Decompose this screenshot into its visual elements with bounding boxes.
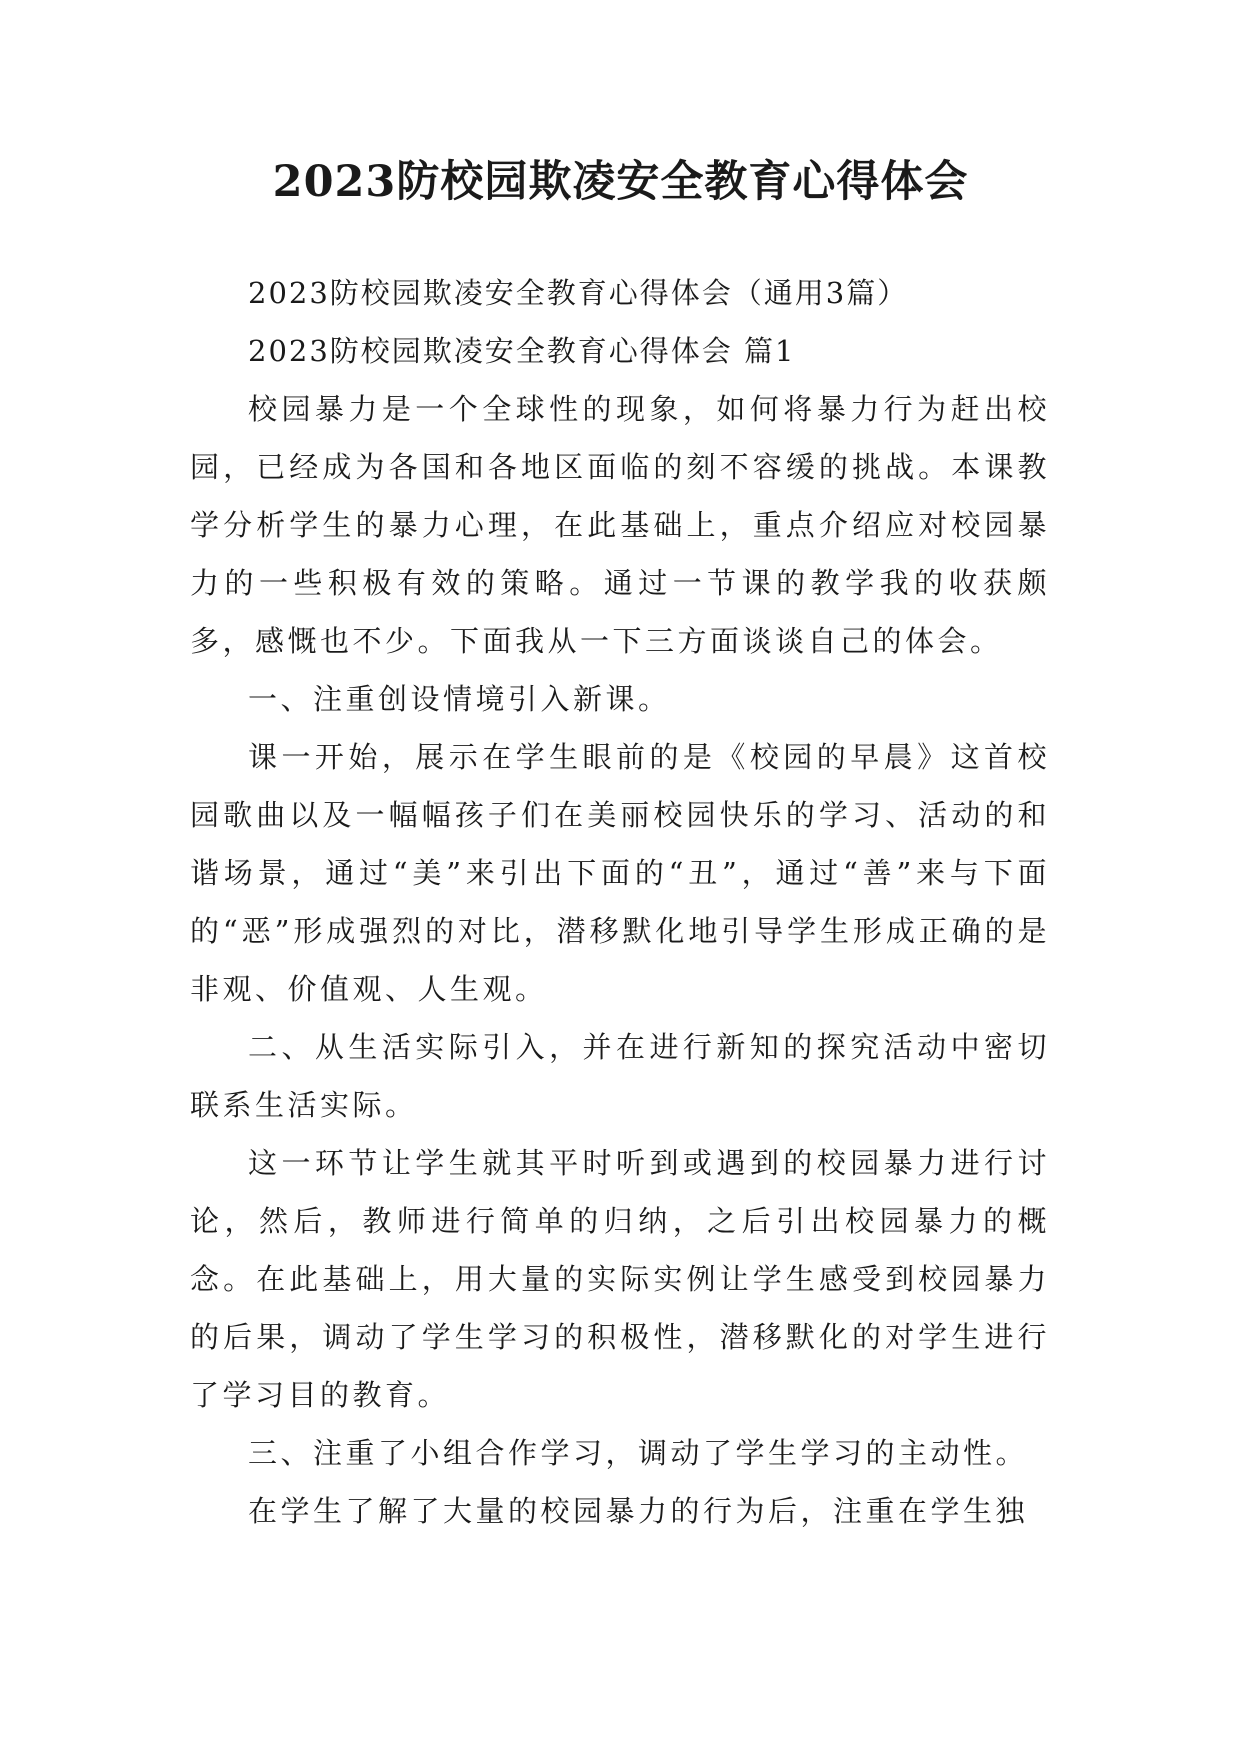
point-heading: 一、注重创设情境引入新课。 <box>248 682 671 716</box>
section-heading: 2023防校园欺凌安全教育心得体会 篇1 <box>248 334 796 368</box>
point-heading: 三、注重了小组合作学习，调动了学生学习的主动性。 <box>248 1436 1029 1470</box>
point-heading: 二、从生活实际引入，并在进行新知的探究活动中密切联系生活实际。 <box>190 1030 1050 1122</box>
body-paragraph: 这一环节让学生就其平时听到或遇到的校园暴力进行讨论，然后，教师进行简单的归纳，之后引出校园暴力的概念。在此基础上，用大量的实际实例让学生感受到校园暴力的后果，调动了学生学习的积极性，潜移默化的对学生进行了学习目的教育。 <box>190 1146 1050 1412</box>
document-body <box>190 264 1050 1540</box>
document-title: 2023防校园欺凌安全教育心得体会 <box>272 157 969 207</box>
collection-subtitle: 2023防校园欺凌安全教育心得体会（通用3篇） <box>248 276 909 310</box>
body-paragraph: 校园暴力是一个全球性的现象，如何将暴力行为赶出校园，已经成为各国和各地区面临的刻不容缓的挑战。本课教学分析学生的暴力心理，在此基础上，重点介绍应对校园暴力的一些积极有效的策略。通过一节课的教学我的收获颇多，感慨也不少。下面我从一下三方面谈谈自己的体会。 <box>190 392 1050 658</box>
body-paragraph: 课一开始，展示在学生眼前的是《校园的早晨》这首校园歌曲以及一幅幅孩子们在美丽校园快乐的学习、活动的和谐场景，通过“美”来引出下面的“丑”，通过“善”来与下面的“恶”形成强烈的对比，潜移默化地引导学生形成正确的是非观、价值观、人生观。 <box>190 740 1050 1006</box>
body-paragraph: 在学生了解了大量的校园暴力的行为后，注重在学生独 <box>248 1494 1029 1528</box>
